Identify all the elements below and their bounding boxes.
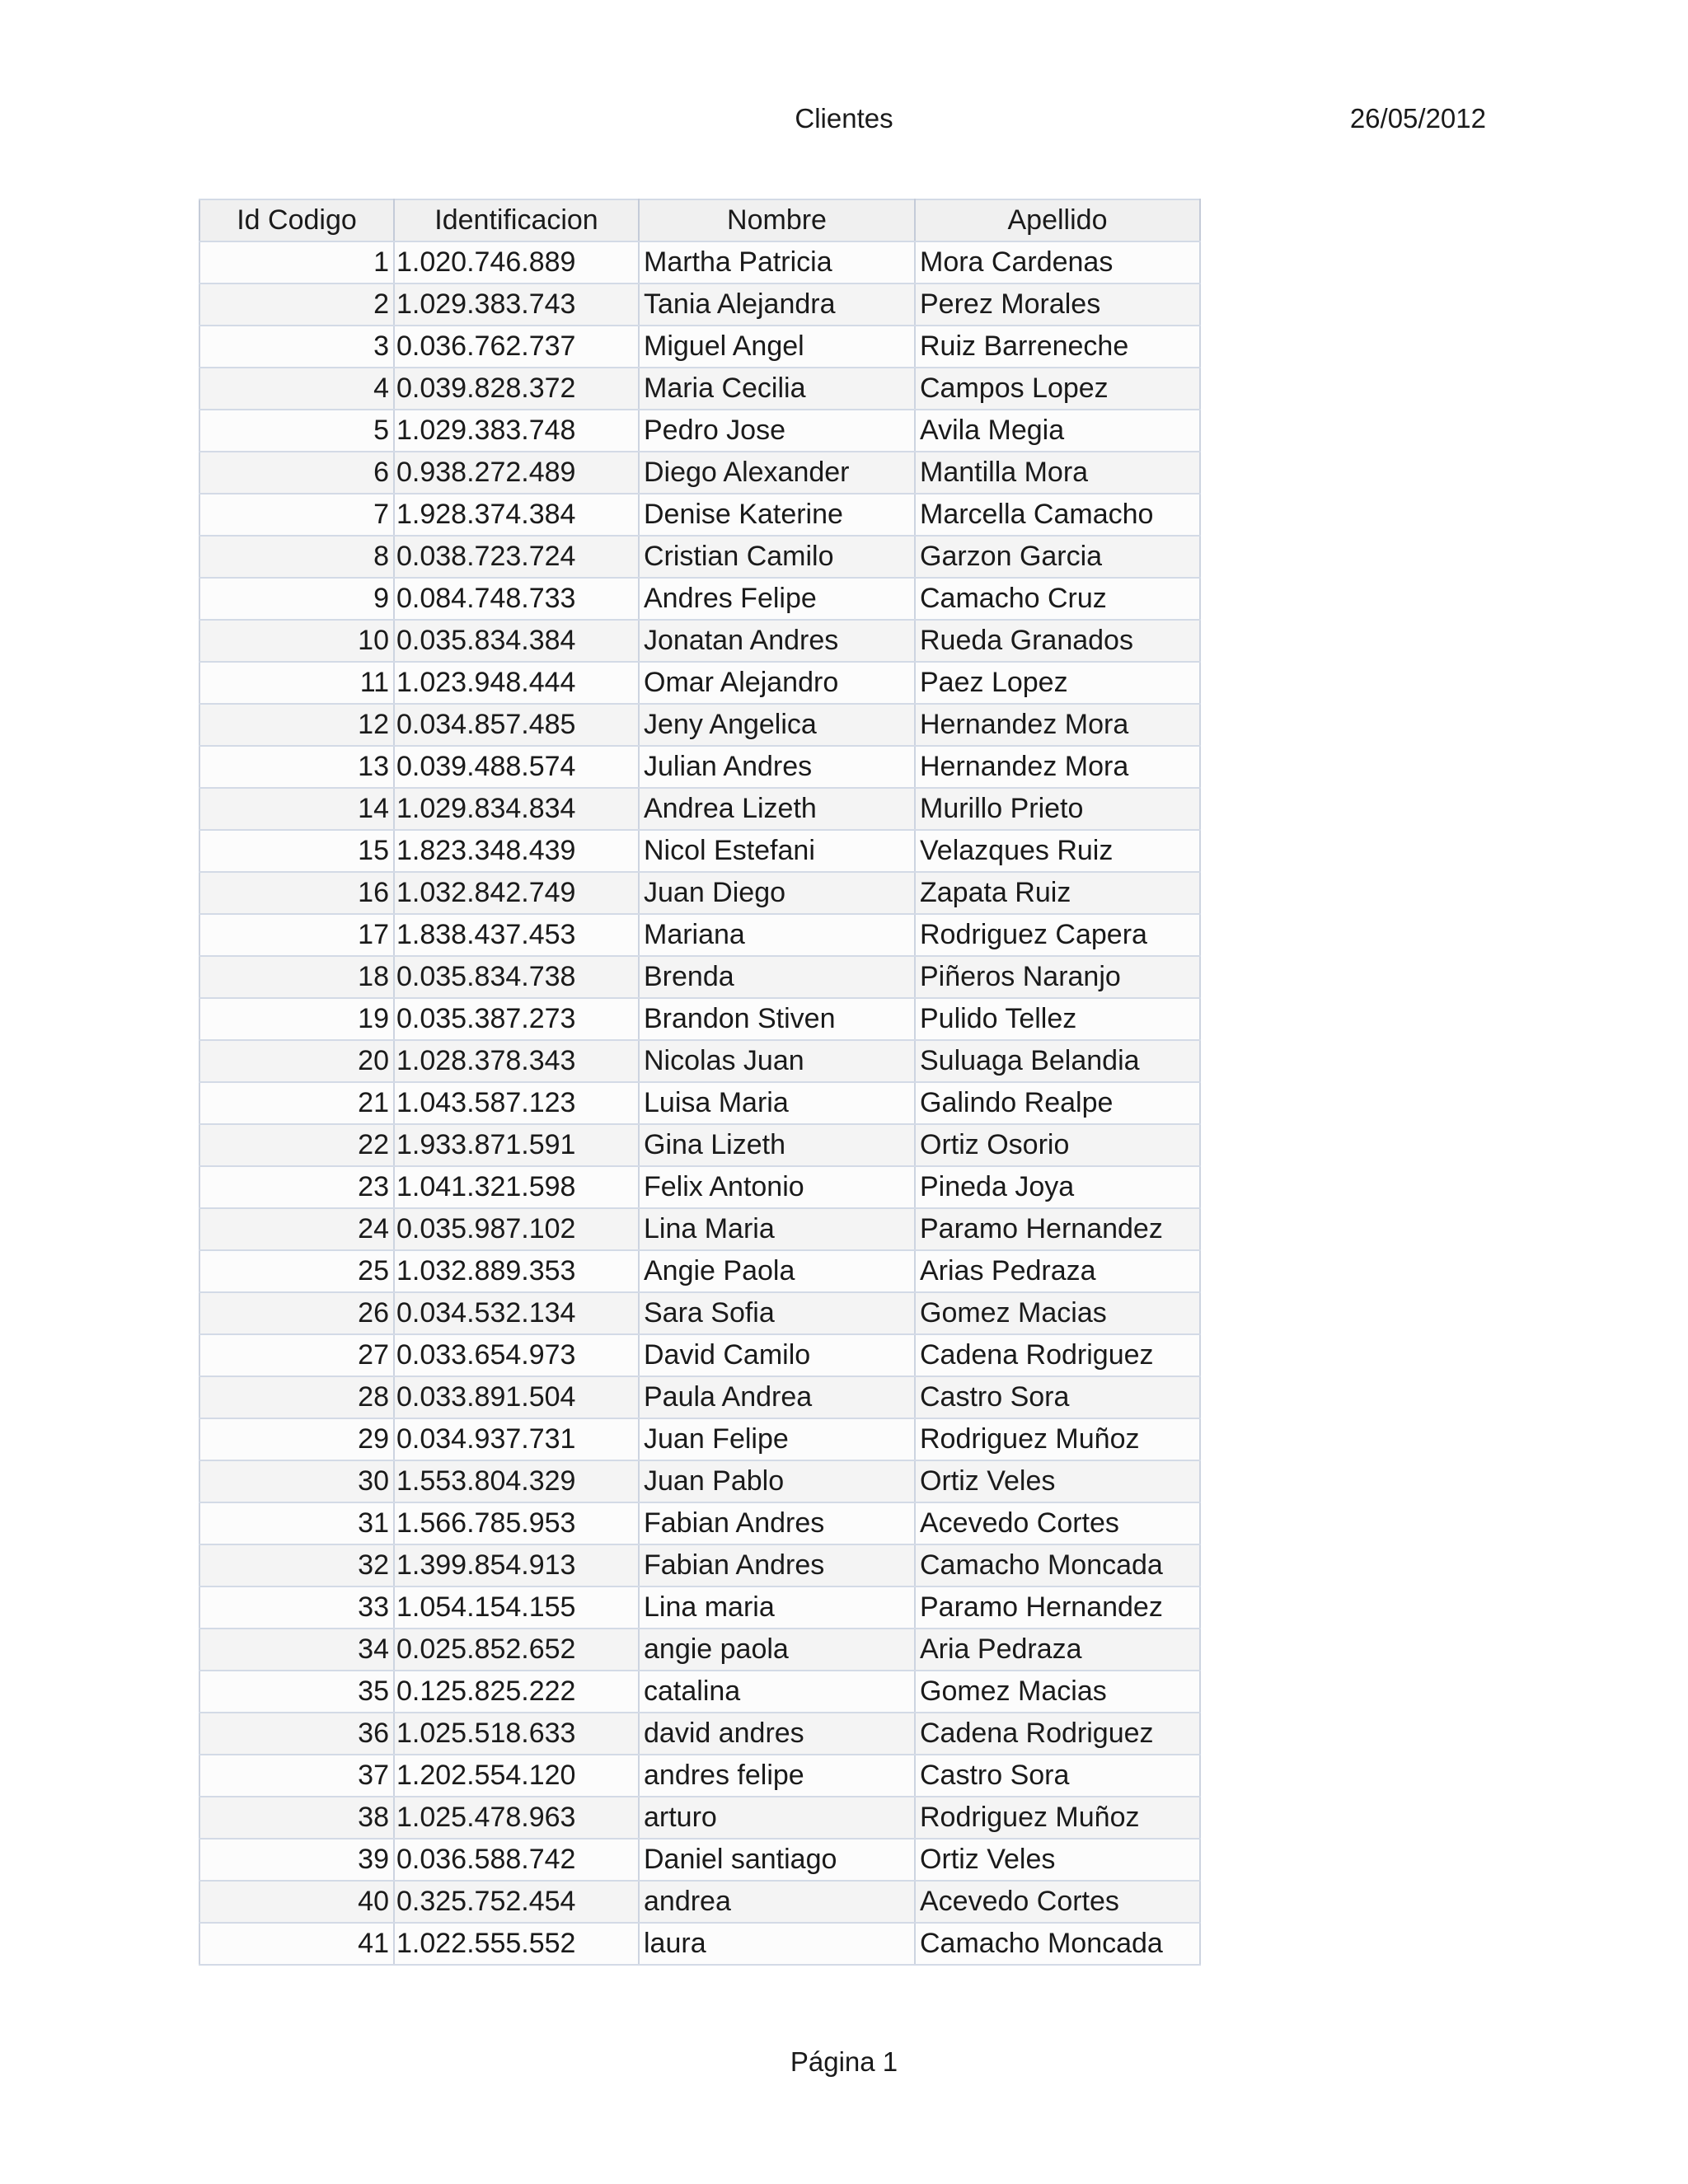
cell-identificacion: 0.033.654.973 xyxy=(394,1334,639,1376)
table-row xyxy=(199,410,1200,452)
cell-id-codigo: 41 xyxy=(199,1923,394,1965)
cell-apellido: Campos Lopez xyxy=(915,368,1200,410)
cell-identificacion: 0.034.937.731 xyxy=(394,1418,639,1460)
cell-apellido: Arias Pedraza xyxy=(915,1250,1200,1292)
table-row xyxy=(199,1839,1200,1881)
cell-apellido: Rodriguez Muñoz xyxy=(915,1418,1200,1460)
cell-id-codigo: 12 xyxy=(199,704,394,746)
table-row xyxy=(199,1923,1200,1965)
cell-identificacion: 1.041.321.598 xyxy=(394,1166,639,1208)
table-row xyxy=(199,998,1200,1040)
cell-nombre: Nicolas Juan xyxy=(639,1040,915,1082)
cell-nombre: Brandon Stiven xyxy=(639,998,915,1040)
cell-id-codigo: 16 xyxy=(199,872,394,914)
cell-apellido: Suluaga Belandia xyxy=(915,1040,1200,1082)
cell-nombre: andres felipe xyxy=(639,1755,915,1797)
cell-nombre: Andrea Lizeth xyxy=(639,788,915,830)
table-row xyxy=(199,1376,1200,1418)
table-row xyxy=(199,956,1200,998)
cell-apellido: Ortiz Veles xyxy=(915,1460,1200,1502)
report-date: 26/05/2012 xyxy=(1349,103,1486,134)
cell-identificacion: 1.933.871.591 xyxy=(394,1124,639,1166)
cell-id-codigo: 21 xyxy=(199,1082,394,1124)
clients-table xyxy=(199,199,1201,1966)
cell-nombre: Pedro Jose xyxy=(639,410,915,452)
cell-nombre: Felix Antonio xyxy=(639,1166,915,1208)
cell-apellido: Camacho Cruz xyxy=(915,578,1200,620)
cell-nombre: Mariana xyxy=(639,914,915,956)
cell-identificacion: 1.032.842.749 xyxy=(394,872,639,914)
cell-identificacion: 0.125.825.222 xyxy=(394,1671,639,1713)
cell-id-codigo: 3 xyxy=(199,326,394,368)
cell-id-codigo: 33 xyxy=(199,1586,394,1629)
table-row xyxy=(199,1124,1200,1166)
cell-identificacion: 1.029.383.748 xyxy=(394,410,639,452)
table-row xyxy=(199,1460,1200,1502)
cell-nombre: Juan Pablo xyxy=(639,1460,915,1502)
table-row xyxy=(199,578,1200,620)
cell-identificacion: 0.039.488.574 xyxy=(394,746,639,788)
table-row xyxy=(199,1166,1200,1208)
cell-id-codigo: 15 xyxy=(199,830,394,872)
cell-id-codigo: 17 xyxy=(199,914,394,956)
cell-nombre: Fabian Andres xyxy=(639,1544,915,1586)
cell-apellido: Marcella Camacho xyxy=(915,494,1200,536)
cell-nombre: Lina Maria xyxy=(639,1208,915,1250)
column-header-id-codigo: Id Codigo xyxy=(199,199,394,241)
cell-nombre: Daniel santiago xyxy=(639,1839,915,1881)
cell-apellido: Acevedo Cortes xyxy=(915,1881,1200,1923)
cell-identificacion: 0.039.828.372 xyxy=(394,368,639,410)
cell-id-codigo: 13 xyxy=(199,746,394,788)
cell-apellido: Cadena Rodriguez xyxy=(915,1713,1200,1755)
cell-identificacion: 1.023.948.444 xyxy=(394,662,639,704)
cell-identificacion: 1.823.348.439 xyxy=(394,830,639,872)
table-row xyxy=(199,620,1200,662)
cell-nombre: catalina xyxy=(639,1671,915,1713)
cell-identificacion: 1.032.889.353 xyxy=(394,1250,639,1292)
cell-identificacion: 1.025.478.963 xyxy=(394,1797,639,1839)
table-row xyxy=(199,452,1200,494)
cell-apellido: Castro Sora xyxy=(915,1755,1200,1797)
cell-identificacion: 1.553.804.329 xyxy=(394,1460,639,1502)
table-row xyxy=(199,368,1200,410)
table-row xyxy=(199,914,1200,956)
cell-id-codigo: 29 xyxy=(199,1418,394,1460)
table-row xyxy=(199,1586,1200,1629)
cell-nombre: Nicol Estefani xyxy=(639,830,915,872)
table-row xyxy=(199,1082,1200,1124)
cell-apellido: Gomez Macias xyxy=(915,1292,1200,1334)
table-row xyxy=(199,704,1200,746)
cell-identificacion: 0.025.852.652 xyxy=(394,1629,639,1671)
cell-id-codigo: 35 xyxy=(199,1671,394,1713)
cell-apellido: Mantilla Mora xyxy=(915,452,1200,494)
table-row xyxy=(199,788,1200,830)
cell-apellido: Piñeros Naranjo xyxy=(915,956,1200,998)
cell-identificacion: 1.029.834.834 xyxy=(394,788,639,830)
cell-identificacion: 0.038.723.724 xyxy=(394,536,639,578)
table-row xyxy=(199,536,1200,578)
cell-id-codigo: 23 xyxy=(199,1166,394,1208)
cell-id-codigo: 32 xyxy=(199,1544,394,1586)
cell-apellido: Aria Pedraza xyxy=(915,1629,1200,1671)
cell-nombre: Brenda xyxy=(639,956,915,998)
cell-identificacion: 0.035.834.384 xyxy=(394,620,639,662)
cell-apellido: Ortiz Veles xyxy=(915,1839,1200,1881)
cell-id-codigo: 37 xyxy=(199,1755,394,1797)
cell-identificacion: 1.043.587.123 xyxy=(394,1082,639,1124)
cell-apellido: Galindo Realpe xyxy=(915,1082,1200,1124)
cell-apellido: Ortiz Osorio xyxy=(915,1124,1200,1166)
cell-nombre: Denise Katerine xyxy=(639,494,915,536)
column-header-apellido: Apellido xyxy=(915,199,1200,241)
cell-id-codigo: 40 xyxy=(199,1881,394,1923)
cell-id-codigo: 10 xyxy=(199,620,394,662)
cell-nombre: Martha Patricia xyxy=(639,241,915,284)
table-row xyxy=(199,1418,1200,1460)
cell-nombre: Jonatan Andres xyxy=(639,620,915,662)
cell-apellido: Cadena Rodriguez xyxy=(915,1334,1200,1376)
table-row xyxy=(199,284,1200,326)
cell-nombre: Lina maria xyxy=(639,1586,915,1629)
cell-nombre: Cristian Camilo xyxy=(639,536,915,578)
cell-identificacion: 1.928.374.384 xyxy=(394,494,639,536)
cell-nombre: Sara Sofia xyxy=(639,1292,915,1334)
cell-identificacion: 1.028.378.343 xyxy=(394,1040,639,1082)
cell-identificacion: 0.035.387.273 xyxy=(394,998,639,1040)
table-row xyxy=(199,1755,1200,1797)
cell-id-codigo: 20 xyxy=(199,1040,394,1082)
cell-nombre: laura xyxy=(639,1923,915,1965)
cell-apellido: Pulido Tellez xyxy=(915,998,1200,1040)
cell-nombre: Juan Felipe xyxy=(639,1418,915,1460)
cell-nombre: Julian Andres xyxy=(639,746,915,788)
page-number: Página 1 xyxy=(790,2046,898,2077)
cell-apellido: Mora Cardenas xyxy=(915,241,1200,284)
table-row xyxy=(199,1629,1200,1671)
cell-id-codigo: 8 xyxy=(199,536,394,578)
cell-id-codigo: 19 xyxy=(199,998,394,1040)
cell-identificacion: 1.054.154.155 xyxy=(394,1586,639,1629)
table-row xyxy=(199,1671,1200,1713)
table-row xyxy=(199,1713,1200,1755)
cell-nombre: david andres xyxy=(639,1713,915,1755)
cell-apellido: Paramo Hernandez xyxy=(915,1586,1200,1629)
cell-apellido: Zapata Ruiz xyxy=(915,872,1200,914)
cell-apellido: Paez Lopez xyxy=(915,662,1200,704)
cell-nombre: Maria Cecilia xyxy=(639,368,915,410)
cell-nombre: David Camilo xyxy=(639,1334,915,1376)
cell-identificacion: 1.566.785.953 xyxy=(394,1502,639,1544)
cell-id-codigo: 1 xyxy=(199,241,394,284)
cell-nombre: Diego Alexander xyxy=(639,452,915,494)
cell-id-codigo: 6 xyxy=(199,452,394,494)
cell-id-codigo: 22 xyxy=(199,1124,394,1166)
table-row xyxy=(199,1797,1200,1839)
cell-apellido: Avila Megia xyxy=(915,410,1200,452)
cell-nombre: Juan Diego xyxy=(639,872,915,914)
cell-identificacion: 1.025.518.633 xyxy=(394,1713,639,1755)
cell-apellido: Rodriguez Muñoz xyxy=(915,1797,1200,1839)
cell-apellido: Pineda Joya xyxy=(915,1166,1200,1208)
table-row xyxy=(199,1292,1200,1334)
cell-identificacion: 0.033.891.504 xyxy=(394,1376,639,1418)
table-header-row xyxy=(199,199,1200,241)
cell-id-codigo: 14 xyxy=(199,788,394,830)
cell-apellido: Rueda Granados xyxy=(915,620,1200,662)
cell-apellido: Rodriguez Capera xyxy=(915,914,1200,956)
cell-identificacion: 0.035.987.102 xyxy=(394,1208,639,1250)
cell-id-codigo: 25 xyxy=(199,1250,394,1292)
table-row xyxy=(199,326,1200,368)
cell-id-codigo: 24 xyxy=(199,1208,394,1250)
cell-identificacion: 1.838.437.453 xyxy=(394,914,639,956)
table-row xyxy=(199,494,1200,536)
cell-nombre: Fabian Andres xyxy=(639,1502,915,1544)
cell-nombre: Angie Paola xyxy=(639,1250,915,1292)
cell-id-codigo: 2 xyxy=(199,284,394,326)
cell-identificacion: 0.034.857.485 xyxy=(394,704,639,746)
column-header-identificacion: Identificacion xyxy=(394,199,639,241)
cell-apellido: Camacho Moncada xyxy=(915,1544,1200,1586)
cell-nombre: Miguel Angel xyxy=(639,326,915,368)
cell-apellido: Ruiz Barreneche xyxy=(915,326,1200,368)
cell-apellido: Velazques Ruiz xyxy=(915,830,1200,872)
cell-apellido: Murillo Prieto xyxy=(915,788,1200,830)
table-row xyxy=(199,746,1200,788)
cell-id-codigo: 11 xyxy=(199,662,394,704)
cell-identificacion: 0.036.588.742 xyxy=(394,1839,639,1881)
cell-id-codigo: 26 xyxy=(199,1292,394,1334)
cell-id-codigo: 9 xyxy=(199,578,394,620)
cell-apellido: Hernandez Mora xyxy=(915,704,1200,746)
cell-identificacion: 0.036.762.737 xyxy=(394,326,639,368)
cell-nombre: Gina Lizeth xyxy=(639,1124,915,1166)
cell-identificacion: 1.022.555.552 xyxy=(394,1923,639,1965)
cell-identificacion: 0.034.532.134 xyxy=(394,1292,639,1334)
table-row xyxy=(199,1544,1200,1586)
table-row xyxy=(199,1502,1200,1544)
cell-nombre: Paula Andrea xyxy=(639,1376,915,1418)
cell-identificacion: 0.325.752.454 xyxy=(394,1881,639,1923)
table-row xyxy=(199,1208,1200,1250)
report-title: Clientes xyxy=(795,103,893,134)
cell-id-codigo: 39 xyxy=(199,1839,394,1881)
cell-apellido: Gomez Macias xyxy=(915,1671,1200,1713)
cell-nombre: andrea xyxy=(639,1881,915,1923)
table-row xyxy=(199,872,1200,914)
cell-id-codigo: 18 xyxy=(199,956,394,998)
cell-apellido: Camacho Moncada xyxy=(915,1923,1200,1965)
cell-nombre: Omar Alejandro xyxy=(639,662,915,704)
cell-id-codigo: 36 xyxy=(199,1713,394,1755)
cell-identificacion: 0.084.748.733 xyxy=(394,578,639,620)
cell-id-codigo: 34 xyxy=(199,1629,394,1671)
cell-id-codigo: 7 xyxy=(199,494,394,536)
cell-id-codigo: 38 xyxy=(199,1797,394,1839)
cell-apellido: Acevedo Cortes xyxy=(915,1502,1200,1544)
cell-id-codigo: 4 xyxy=(199,368,394,410)
cell-apellido: Castro Sora xyxy=(915,1376,1200,1418)
cell-id-codigo: 30 xyxy=(199,1460,394,1502)
cell-nombre: arturo xyxy=(639,1797,915,1839)
cell-nombre: Jeny Angelica xyxy=(639,704,915,746)
table-row xyxy=(199,1250,1200,1292)
cell-apellido: Hernandez Mora xyxy=(915,746,1200,788)
cell-nombre: Andres Felipe xyxy=(639,578,915,620)
table-row xyxy=(199,241,1200,284)
cell-nombre: Tania Alejandra xyxy=(639,284,915,326)
cell-id-codigo: 27 xyxy=(199,1334,394,1376)
cell-identificacion: 0.035.834.738 xyxy=(394,956,639,998)
table-body xyxy=(199,241,1200,1965)
table-row xyxy=(199,830,1200,872)
table-row xyxy=(199,1040,1200,1082)
cell-identificacion: 1.020.746.889 xyxy=(394,241,639,284)
cell-identificacion: 0.938.272.489 xyxy=(394,452,639,494)
cell-nombre: angie paola xyxy=(639,1629,915,1671)
cell-apellido: Paramo Hernandez xyxy=(915,1208,1200,1250)
cell-identificacion: 1.399.854.913 xyxy=(394,1544,639,1586)
cell-apellido: Garzon Garcia xyxy=(915,536,1200,578)
cell-nombre: Luisa Maria xyxy=(639,1082,915,1124)
cell-identificacion: 1.029.383.743 xyxy=(394,284,639,326)
cell-id-codigo: 28 xyxy=(199,1376,394,1418)
cell-apellido: Perez Morales xyxy=(915,284,1200,326)
table-row xyxy=(199,1881,1200,1923)
column-header-nombre: Nombre xyxy=(639,199,915,241)
cell-identificacion: 1.202.554.120 xyxy=(394,1755,639,1797)
table-row xyxy=(199,1334,1200,1376)
cell-id-codigo: 5 xyxy=(199,410,394,452)
cell-id-codigo: 31 xyxy=(199,1502,394,1544)
table-row xyxy=(199,662,1200,704)
